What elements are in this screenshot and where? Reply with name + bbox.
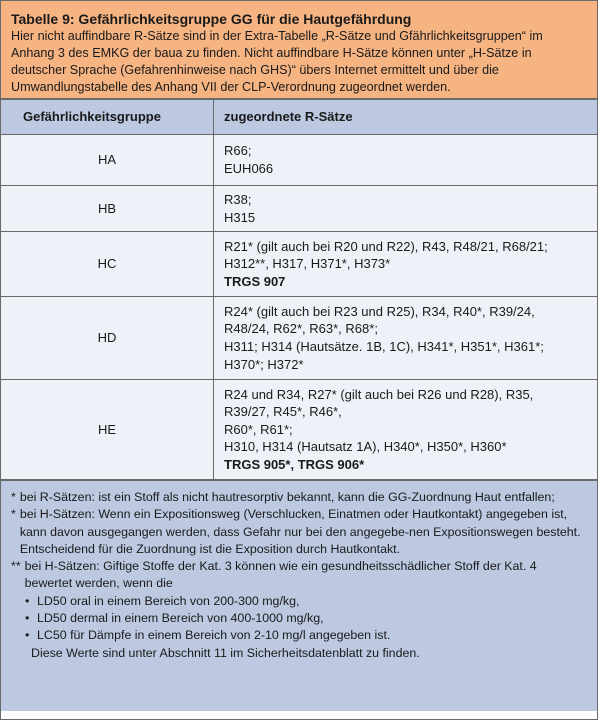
hazard-group-table (1, 99, 597, 480)
column-header-group: Gefährlichkeitsgruppe (1, 100, 214, 135)
footnote-marker: * (11, 507, 16, 522)
footnote-text: bei R-Sätzen: ist ein Stoff als nicht hautresorptiv bekannt, kann die GG-Zuordnung Haut entfallen; (19, 490, 555, 504)
sentence-line: R21* (gilt auch bei R20 und R22), R43, R48/21, R68/21; (224, 238, 548, 254)
footnote-closing: Diese Werte sind unter Abschnitt 11 im Sicherheitsdatenblatt zu finden. (31, 645, 420, 660)
sentence-line: R66; (224, 143, 252, 159)
table-row (1, 232, 597, 297)
footnote-bullet: • LD50 oral in einem Bereich von 200-300 mg/kg, (11, 593, 587, 610)
sentences-cell (214, 186, 598, 232)
sentence-line: R24* (gilt auch bei R23 und R25), R34, R40*, R39/24, (224, 303, 535, 319)
sentence-line: H311; H314 (Hautsätze. 1B, 1C), H341*, H351*, H361*; (224, 339, 544, 354)
trgs-reference: TRGS 905*, TRGS 906* (224, 456, 365, 472)
sentence-line: H370*; H372* (224, 356, 304, 372)
sentences-cell (214, 232, 598, 297)
sentence-line: H312**, H317, H371*, H373* (224, 256, 391, 272)
footnote-text: bei H-Sätzen: Giftige Stoffe der Kat. 3 können wie ein gesundheitsschädlicher Stoff der Kat. 4 bewertet werden, wenn die (24, 559, 537, 591)
group-cell: HE (1, 380, 214, 480)
sentences-cell (214, 297, 598, 380)
table-header-row (1, 100, 597, 135)
table-title: Tabelle 9: Gefährlichkeitsgruppe GG für die Hautgefährdung (11, 11, 412, 27)
table-description: Hier nicht auffindbare R-Sätze sind in der Extra-Tabelle „R-Sätze und Gfährlichkeitsgruppen“ im Anhang 3 des EMKG der baua zu finden. Nicht auffindbare H-Sätze können unter „H-Sätze in deutscher Sprache (Gefahrenhinweise nach GHS)“ übers Internet ermittelt und über die Umwandlungstabelle des Anhang VII der CLP-Verordnung zugeordnet werden. (11, 29, 543, 94)
sentences-cell (214, 380, 598, 480)
sentence-line: R60*, R61*; (224, 421, 293, 437)
sentence-line: H315 (224, 209, 256, 225)
footnote-bullet: • LD50 dermal in einem Bereich von 400-1000 mg/kg, (11, 610, 587, 627)
sentence-line: R38; (224, 191, 252, 207)
table-row (1, 186, 597, 232)
table-row (1, 297, 597, 380)
group-cell: HB (1, 186, 214, 232)
footnote-marker: * (11, 490, 16, 504)
table-row (1, 380, 597, 480)
group-cell: HA (1, 135, 214, 186)
footnote (11, 506, 587, 558)
sentence-line: H310, H314 (Hautsatz 1A), H340*, H350*, H360* (224, 439, 507, 455)
footnote-marker: ** (11, 559, 21, 574)
sentence-line: EUH066 (224, 161, 274, 176)
trgs-reference: TRGS 907 (224, 273, 286, 289)
footnote (11, 489, 587, 506)
group-cell: HD (1, 297, 214, 380)
sentence-line: R24 und R34, R27* (gilt auch bei R26 und R28), R35, (224, 386, 534, 402)
footnote-bullet: • LC50 für Dämpfe in einem Bereich von 2-10 mg/l angegeben ist. (11, 627, 587, 644)
sentences-cell (214, 135, 598, 186)
footnotes (1, 480, 597, 711)
table-header (1, 1, 597, 99)
table-row (1, 135, 597, 186)
group-cell: HC (1, 232, 214, 297)
column-header-sentences: zugeordnete R-Sätze (214, 100, 598, 135)
footnote-text: bei H-Sätzen: Wenn ein Expositionsweg (Verschlucken, Einatmen oder Hautkontakt) angegeben ist, kann davon ausgegangen werden, dass Gefahr nur bei den angegebe-nen Expositionswegen besteht. Entscheidend für die Zuordnung ist die Exposition durch Hautkontakt. (19, 507, 581, 556)
footnote (11, 558, 587, 593)
sentence-line: R39/27, R45*, R46*, (224, 404, 342, 420)
sentence-line: R48/24, R62*, R63*, R68*; (224, 321, 378, 337)
